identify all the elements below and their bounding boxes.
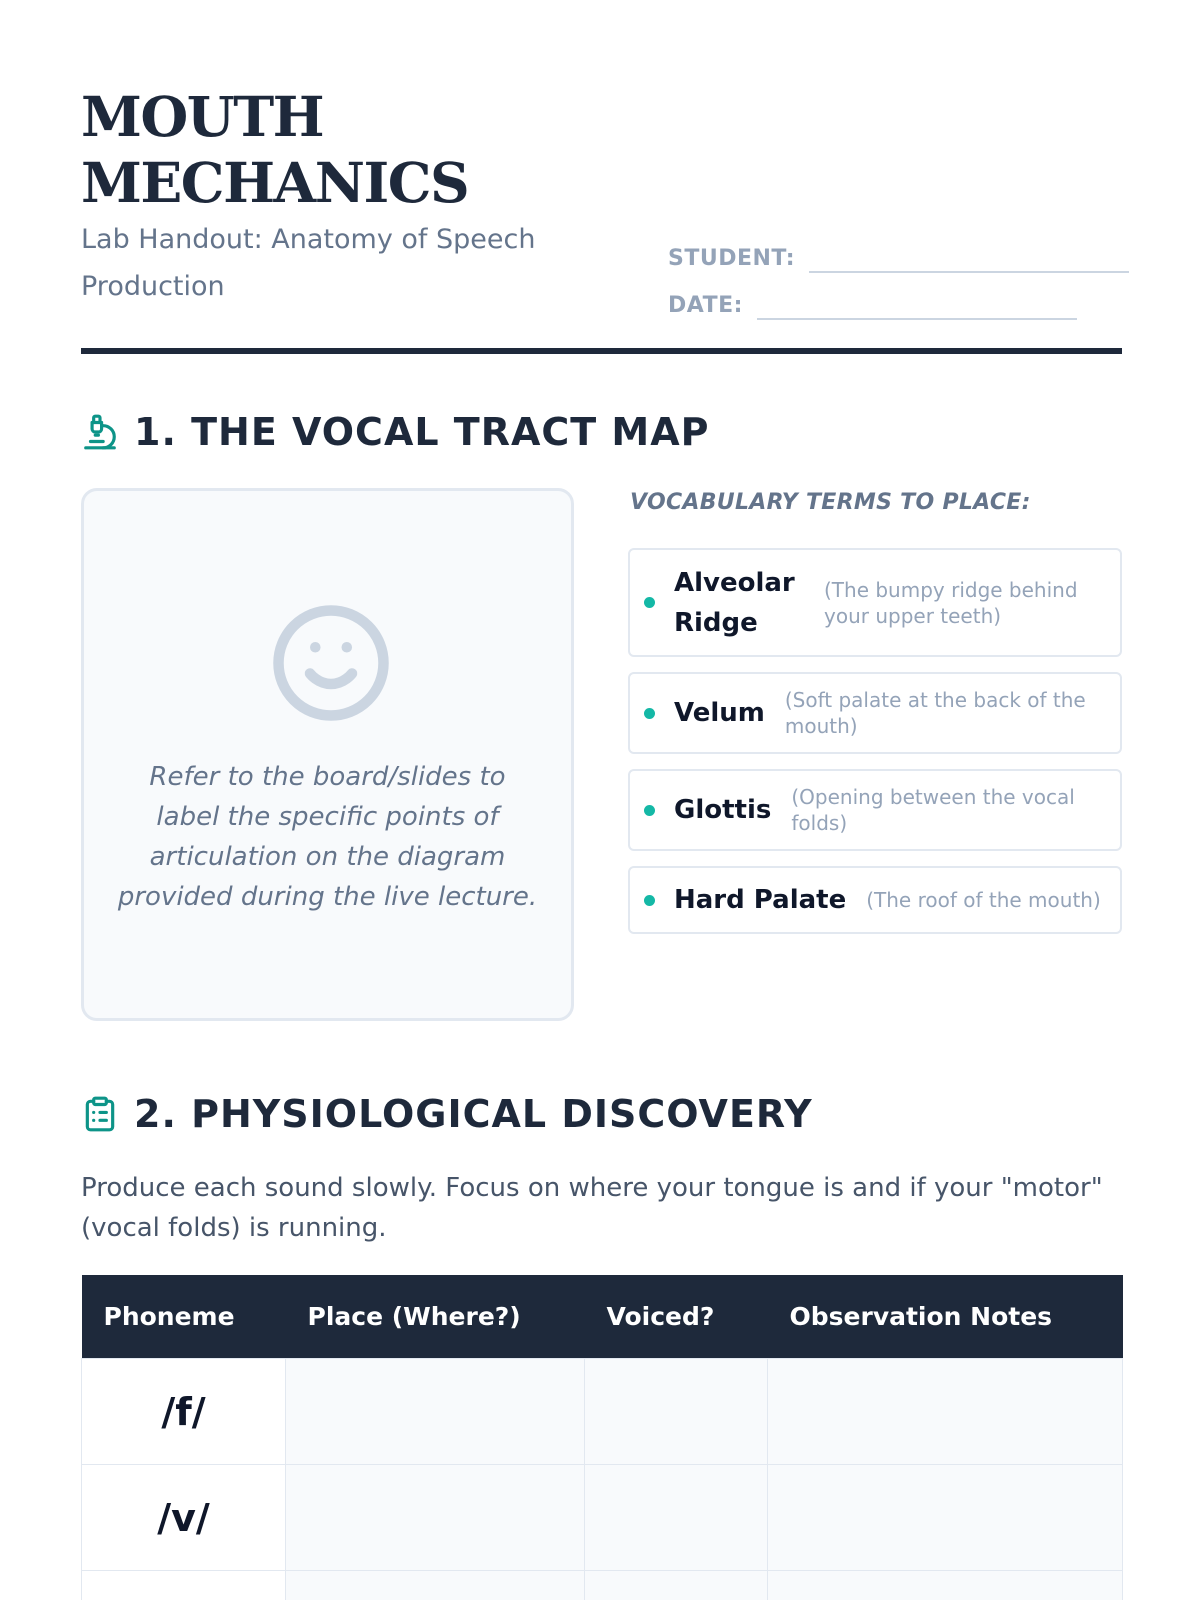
student-label: STUDENT: xyxy=(668,246,796,271)
phoneme-table xyxy=(81,1275,1123,1600)
clipboard-icon xyxy=(81,1095,119,1133)
column-header-phoneme: Phoneme xyxy=(82,1275,286,1359)
table-row xyxy=(82,1465,1123,1571)
student-field xyxy=(668,226,1129,273)
vocab-description: (Opening between the vocal folds) xyxy=(791,785,1075,835)
vocab-description: (Soft palate at the back of the mouth) xyxy=(784,688,1086,738)
page-header xyxy=(81,84,1122,318)
student-info-fields xyxy=(668,226,1129,320)
smile-icon xyxy=(268,600,394,726)
vocab-term: Alveolar Ridge xyxy=(674,567,795,638)
student-name-blank[interactable] xyxy=(809,241,1129,273)
column-header-notes: Observation Notes xyxy=(768,1275,1123,1359)
phoneme-cell: /v/ xyxy=(82,1465,286,1571)
voiced-cell[interactable] xyxy=(585,1359,768,1465)
vocab-card-alveolar-ridge xyxy=(628,548,1122,657)
vocab-description: (The bumpy ridge behind your upper teeth) xyxy=(824,577,1078,628)
date-blank[interactable] xyxy=(757,288,1077,320)
vocab-card-hard-palate xyxy=(628,866,1122,934)
section-2-title: 2. PHYSIOLOGICAL DISCOVERY xyxy=(134,1092,813,1136)
title-line-1: MOUTH xyxy=(81,84,324,149)
table-row xyxy=(82,1571,1123,1600)
vocab-card-glottis xyxy=(628,769,1122,851)
page-title xyxy=(81,84,1122,216)
phoneme-cell xyxy=(82,1571,286,1600)
bullet-dot xyxy=(644,708,655,719)
place-cell[interactable] xyxy=(286,1571,585,1600)
table-header-row xyxy=(82,1275,1123,1359)
date-label: DATE: xyxy=(668,293,743,318)
place-cell[interactable] xyxy=(286,1465,585,1571)
microscope-icon xyxy=(81,413,119,451)
date-field xyxy=(668,273,1129,320)
bullet-dot xyxy=(644,805,655,816)
vocab-term: Velum xyxy=(674,698,765,728)
diagram-placeholder xyxy=(81,488,574,1021)
section-2-instructions: Produce each sound slowly. Focus on where your tongue is and if your "motor" (vocal folds) is running. xyxy=(81,1173,1103,1243)
phoneme-cell: /f/ xyxy=(82,1359,286,1465)
table-row xyxy=(82,1359,1123,1465)
header-divider xyxy=(81,348,1122,354)
column-header-voiced: Voiced? xyxy=(585,1275,768,1359)
bullet-dot xyxy=(644,597,655,608)
voiced-cell[interactable] xyxy=(585,1465,768,1571)
section-1-heading xyxy=(81,410,710,454)
page-subtitle: Lab Handout: Anatomy of Speech Production xyxy=(81,224,536,302)
bullet-dot xyxy=(644,895,655,906)
column-header-place: Place (Where?) xyxy=(286,1275,585,1359)
section-2-heading xyxy=(81,1092,813,1136)
vocab-description: (The roof of the mouth) xyxy=(866,888,1101,912)
vocab-heading: VOCABULARY TERMS TO PLACE: xyxy=(630,490,1031,515)
voiced-cell[interactable] xyxy=(585,1571,768,1600)
vocab-term: Glottis xyxy=(674,795,772,825)
notes-cell[interactable] xyxy=(768,1359,1123,1465)
section-1-title: 1. THE VOCAL TRACT MAP xyxy=(134,410,710,454)
notes-cell[interactable] xyxy=(768,1571,1123,1600)
diagram-instructions: Refer to the board/slides to label the specific points of articulation on the diagram provided during the live lecture. xyxy=(117,762,538,912)
notes-cell[interactable] xyxy=(768,1465,1123,1571)
place-cell[interactable] xyxy=(286,1359,585,1465)
title-line-2: MECHANICS xyxy=(81,150,469,215)
vocab-term: Hard Palate xyxy=(674,885,847,915)
vocab-card-velum xyxy=(628,672,1122,754)
